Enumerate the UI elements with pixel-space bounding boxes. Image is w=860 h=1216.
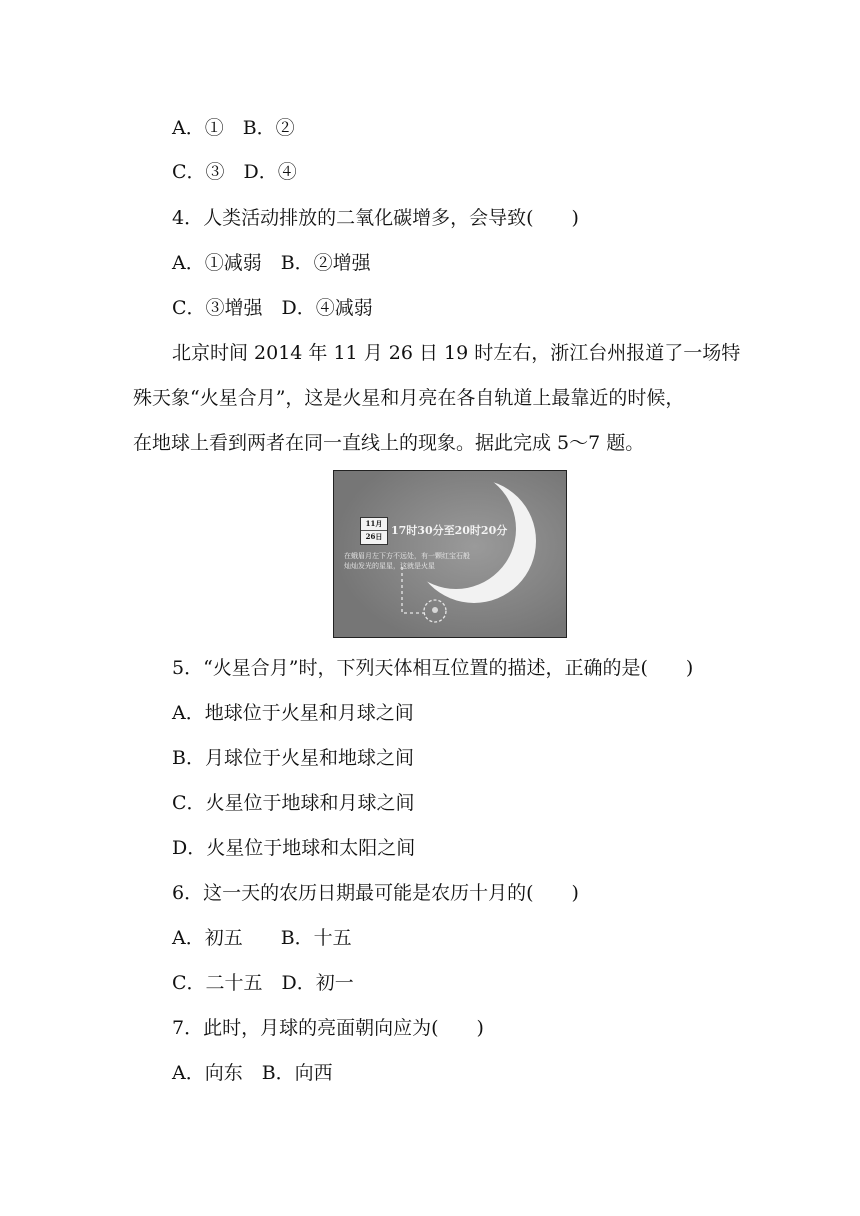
q6-options-row1: A．初五 B．十五 [172,927,352,949]
q3-options-row2: C．③ D．④ [172,161,297,183]
passage-line: 在地球上看到两者在同一直线上的现象。据此完成 5～7 题。 [133,432,645,454]
q7-stem: 7．此时，月球的亮面朝向应为( ) [172,1017,484,1039]
q6-options-row2: C．二十五 D．初一 [172,972,354,994]
date-month: 11月 [365,519,383,528]
passage-line: 殊天象“火星合月”，这是火星和月亮在各自轨道上最靠近的时候， [133,387,685,409]
q5-option-c: C．火星位于地球和月球之间 [172,792,415,814]
q4-stem: 4．人类活动排放的二氧化碳增多，会导致( ) [172,207,579,229]
q4-options-row1: A．①减弱 B．②增强 [172,252,371,274]
mars-moon-figure [333,470,567,638]
note-line: 灿灿发光的星星，这就是火星 [344,562,435,570]
passage-line: 北京时间 2014 年 11 月 26 日 19 时左右，浙江台州报道了一场特 [172,342,741,364]
q6-stem: 6．这一天的农历日期最可能是农历十月的( ) [172,882,579,904]
q4-options-row2: C．③增强 D．④减弱 [172,297,373,319]
date-day: 26日 [361,530,387,543]
q7-options-row1: A．向东 B．向西 [172,1062,333,1084]
q5-stem: 5．“火星合月”时，下列天体相互位置的描述，正确的是( ) [172,657,694,679]
time-range: 17时30分至20时20分 [391,524,508,537]
date-badge [360,517,388,545]
q3-options-row1: A．① B．② [172,117,295,139]
mars-icon [432,607,438,613]
figure-note [344,551,474,571]
q5-option-b: B．月球位于火星和地球之间 [172,747,414,769]
q5-option-d: D．火星位于地球和太阳之间 [172,837,416,859]
q5-option-a: A．地球位于火星和月球之间 [172,702,414,724]
passage [133,341,741,476]
note-line: 在蛾眉月左下方不远处，有一颗红宝石般 [344,552,470,560]
